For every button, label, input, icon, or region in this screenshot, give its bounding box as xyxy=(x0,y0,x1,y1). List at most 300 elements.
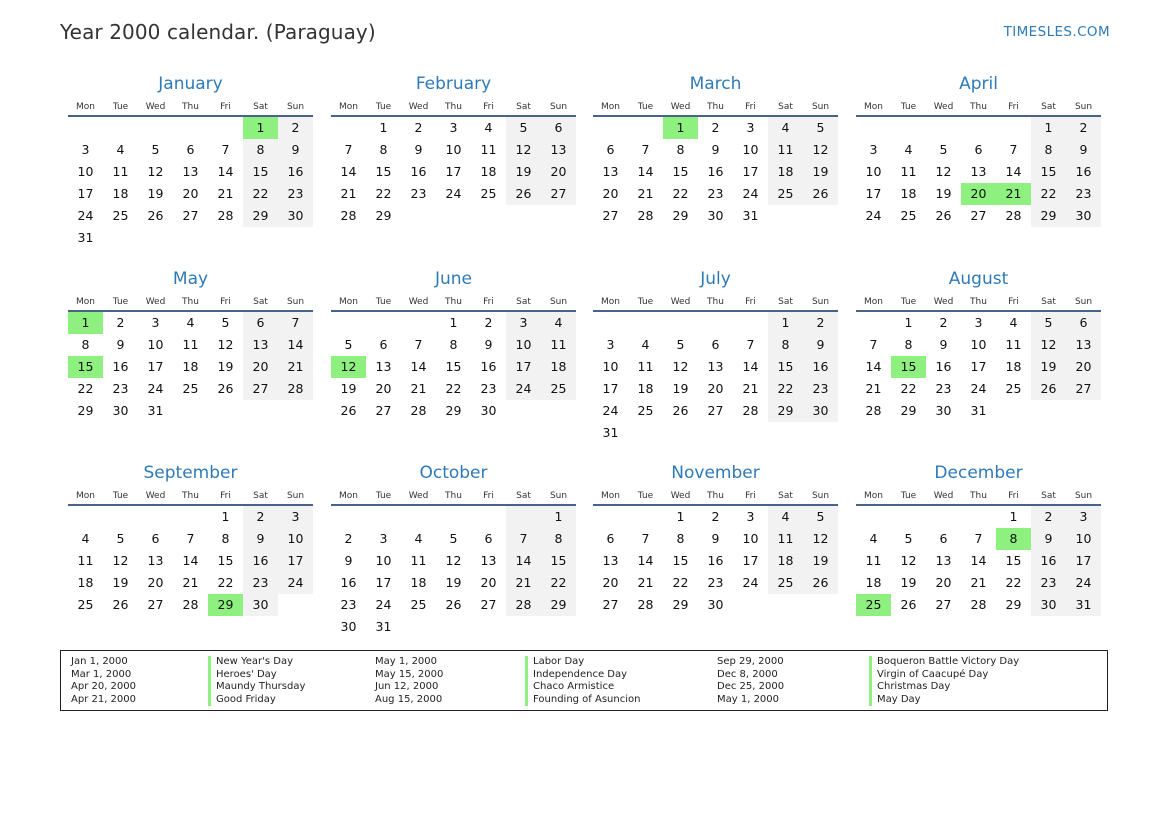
day-cell: 3 xyxy=(81,142,90,157)
day-cell: 27 xyxy=(602,208,619,223)
empty-day-cell xyxy=(768,422,803,444)
day-cell: 5 xyxy=(904,531,913,546)
day-cell: 10 xyxy=(970,337,987,352)
day-cell: 20 xyxy=(935,575,952,590)
day-cell: 4 xyxy=(186,315,195,330)
day-cell: 15 xyxy=(217,553,234,568)
day-cell: 17 xyxy=(375,575,392,590)
day-cell: 30 xyxy=(340,619,357,634)
day-cell: 24 xyxy=(147,381,164,396)
legend-date: May 1, 2000 xyxy=(375,656,438,667)
day-cell: 6 xyxy=(484,531,493,546)
day-cell: 9 xyxy=(278,139,313,161)
month-november xyxy=(593,462,838,616)
weekday-label: Thu xyxy=(445,297,462,307)
empty-day-cell xyxy=(541,616,576,638)
day-cell: 23 xyxy=(243,572,278,594)
empty-day-cell xyxy=(628,117,663,139)
day-cell: 6 xyxy=(541,117,576,139)
weekday-label: Wed xyxy=(145,297,166,307)
day-cell: 11 xyxy=(410,553,427,568)
weekday-label: Tue xyxy=(900,491,917,501)
day-cell: 24 xyxy=(1066,572,1101,594)
month-march xyxy=(593,73,838,227)
month-september xyxy=(68,462,313,616)
day-cell: 28 xyxy=(278,378,313,400)
day-cell: 10 xyxy=(742,531,759,546)
day-cell: 30 xyxy=(707,597,724,612)
holiday-day-cell: 1 xyxy=(68,312,103,334)
day-cell: 18 xyxy=(900,186,917,201)
day-cell: 24 xyxy=(970,381,987,396)
weekday-label: Sun xyxy=(286,491,305,501)
month-april xyxy=(856,73,1101,227)
weekday-label: Sun xyxy=(1074,102,1093,112)
month-title: December xyxy=(934,463,1023,483)
weekday-label: Sat xyxy=(778,297,793,307)
day-cell: 28 xyxy=(182,597,199,612)
day-cell: 3 xyxy=(974,315,983,330)
day-cell: 23 xyxy=(1031,572,1066,594)
day-cell: 9 xyxy=(243,528,278,550)
weekday-label: Mon xyxy=(864,491,883,501)
day-cell: 11 xyxy=(865,553,882,568)
weekday-header xyxy=(68,488,313,506)
day-cell: 26 xyxy=(506,183,541,205)
month-title: May xyxy=(172,269,209,289)
day-cell: 28 xyxy=(217,208,234,223)
day-cell: 4 xyxy=(81,531,90,546)
legend-holiday-name: Labor Day xyxy=(525,656,640,669)
day-cell: 18 xyxy=(77,575,94,590)
weekday-label: Wed xyxy=(670,297,691,307)
day-cell: 19 xyxy=(672,381,689,396)
day-cell: 16 xyxy=(278,161,313,183)
day-cell: 24 xyxy=(742,186,759,201)
day-cell: 22 xyxy=(541,572,576,594)
empty-day-cell xyxy=(173,117,208,139)
weekday-header xyxy=(593,488,838,506)
day-cell: 26 xyxy=(803,183,838,205)
day-cell: 7 xyxy=(641,142,650,157)
site-link[interactable]: TIMESLES.COM xyxy=(1003,24,1110,40)
day-cell: 16 xyxy=(707,164,724,179)
weekday-label: Thu xyxy=(707,491,724,501)
day-cell: 5 xyxy=(939,142,948,157)
weekday-label: Fri xyxy=(1008,491,1019,501)
day-cell: 8 xyxy=(541,528,576,550)
weekday-label: Mon xyxy=(864,102,883,112)
day-cell: 29 xyxy=(375,208,392,223)
day-cell: 29 xyxy=(672,597,689,612)
day-cell: 12 xyxy=(112,553,129,568)
empty-day-cell xyxy=(996,400,1031,422)
empty-day-cell xyxy=(138,117,173,139)
empty-day-cell xyxy=(436,616,471,638)
day-cell: 4 xyxy=(541,312,576,334)
empty-day-cell xyxy=(68,117,103,139)
day-cell: 28 xyxy=(1005,208,1022,223)
weekday-label: Sun xyxy=(549,491,568,501)
holiday-day-cell: 29 xyxy=(208,594,243,616)
day-cell: 27 xyxy=(541,183,576,205)
day-cell: 14 xyxy=(1005,164,1022,179)
month-title: March xyxy=(689,74,742,94)
day-cell: 20 xyxy=(707,381,724,396)
day-cell: 28 xyxy=(637,597,654,612)
empty-day-cell xyxy=(278,227,313,249)
empty-day-cell xyxy=(436,205,471,227)
day-cell: 25 xyxy=(182,381,199,396)
day-cell: 8 xyxy=(768,334,803,356)
empty-day-cell xyxy=(278,400,313,422)
day-cell: 9 xyxy=(344,553,353,568)
day-cell: 3 xyxy=(449,120,458,135)
weekday-label: Sat xyxy=(1041,102,1056,112)
month-title: February xyxy=(415,74,492,94)
month-may xyxy=(68,268,313,422)
day-cell: 31 xyxy=(970,403,987,418)
empty-day-cell xyxy=(243,227,278,249)
day-grid xyxy=(331,506,576,638)
holiday-day-cell: 25 xyxy=(856,594,891,616)
day-cell: 12 xyxy=(506,139,541,161)
weekday-label: Fri xyxy=(1008,102,1019,112)
weekday-label: Wed xyxy=(145,102,166,112)
day-cell: 4 xyxy=(904,142,913,157)
month-title: November xyxy=(671,463,760,483)
day-cell: 10 xyxy=(278,528,313,550)
day-cell: 19 xyxy=(803,550,838,572)
day-cell: 29 xyxy=(672,208,689,223)
day-cell: 18 xyxy=(182,359,199,374)
day-cell: 10 xyxy=(1066,528,1101,550)
day-cell: 13 xyxy=(707,359,724,374)
weekday-label: Wed xyxy=(670,491,691,501)
empty-day-cell xyxy=(401,205,436,227)
empty-day-cell xyxy=(366,312,401,334)
day-cell: 11 xyxy=(541,334,576,356)
weekday-label: Wed xyxy=(933,102,954,112)
day-cell: 13 xyxy=(541,139,576,161)
month-february xyxy=(331,73,576,227)
day-cell: 10 xyxy=(445,142,462,157)
day-cell: 17 xyxy=(970,359,987,374)
weekday-label: Sun xyxy=(811,297,830,307)
day-cell: 7 xyxy=(1009,142,1018,157)
legend-date: Dec 25, 2000 xyxy=(717,681,785,693)
day-cell: 28 xyxy=(970,597,987,612)
day-cell: 27 xyxy=(480,597,497,612)
weekday-label: Sat xyxy=(778,491,793,501)
day-cell: 1 xyxy=(449,315,458,330)
day-cell: 9 xyxy=(939,337,948,352)
day-cell: 3 xyxy=(606,337,615,352)
empty-day-cell xyxy=(803,594,838,616)
empty-day-cell xyxy=(278,594,313,616)
day-cell: 27 xyxy=(182,208,199,223)
day-cell: 12 xyxy=(803,528,838,550)
day-cell: 25 xyxy=(112,208,129,223)
legend-names-col-1 xyxy=(208,656,305,706)
day-cell: 18 xyxy=(410,575,427,590)
day-cell: 4 xyxy=(641,337,650,352)
holiday-day-cell: 1 xyxy=(243,117,278,139)
day-cell: 11 xyxy=(480,142,497,157)
day-cell: 8 xyxy=(449,337,458,352)
day-cell: 9 xyxy=(711,531,720,546)
day-cell: 31 xyxy=(147,403,164,418)
legend-holiday-name: Independence Day xyxy=(525,669,640,682)
day-cell: 21 xyxy=(340,186,357,201)
empty-day-cell xyxy=(208,227,243,249)
empty-day-cell xyxy=(663,312,698,334)
empty-day-cell xyxy=(856,312,891,334)
empty-day-cell xyxy=(541,400,576,422)
legend-holiday-name: Maundy Thursday xyxy=(208,681,305,694)
day-cell: 3 xyxy=(151,315,160,330)
weekday-label: Fri xyxy=(483,491,494,501)
weekday-label: Wed xyxy=(670,102,691,112)
day-cell: 6 xyxy=(186,142,195,157)
day-cell: 15 xyxy=(541,550,576,572)
empty-day-cell xyxy=(803,205,838,227)
weekday-label: Thu xyxy=(707,102,724,112)
day-cell: 22 xyxy=(243,183,278,205)
weekday-header xyxy=(68,294,313,312)
weekday-label: Fri xyxy=(745,297,756,307)
day-grid xyxy=(593,117,838,227)
day-cell: 12 xyxy=(217,337,234,352)
day-cell: 28 xyxy=(865,403,882,418)
day-cell: 23 xyxy=(1066,183,1101,205)
day-cell: 2 xyxy=(414,120,423,135)
day-cell: 24 xyxy=(278,572,313,594)
day-cell: 24 xyxy=(77,208,94,223)
day-cell: 23 xyxy=(480,381,497,396)
weekday-label: Wed xyxy=(408,491,429,501)
empty-day-cell xyxy=(471,205,506,227)
day-cell: 7 xyxy=(278,312,313,334)
day-cell: 18 xyxy=(112,186,129,201)
day-cell: 23 xyxy=(112,381,129,396)
day-cell: 7 xyxy=(221,142,230,157)
day-cell: 25 xyxy=(480,186,497,201)
day-cell: 20 xyxy=(375,381,392,396)
day-cell: 26 xyxy=(900,597,917,612)
day-cell: 18 xyxy=(768,550,803,572)
day-cell: 2 xyxy=(344,531,353,546)
empty-day-cell xyxy=(471,616,506,638)
weekday-label: Fri xyxy=(745,491,756,501)
day-cell: 13 xyxy=(147,553,164,568)
day-cell: 7 xyxy=(344,142,353,157)
day-cell: 22 xyxy=(1031,183,1066,205)
day-cell: 15 xyxy=(768,356,803,378)
day-cell: 4 xyxy=(768,117,803,139)
empty-day-cell xyxy=(436,506,471,528)
day-cell: 21 xyxy=(182,575,199,590)
day-cell: 13 xyxy=(1066,334,1101,356)
day-cell: 26 xyxy=(672,403,689,418)
day-cell: 15 xyxy=(243,161,278,183)
day-cell: 12 xyxy=(147,164,164,179)
day-cell: 14 xyxy=(865,359,882,374)
weekday-label: Sun xyxy=(286,102,305,112)
day-cell: 12 xyxy=(445,553,462,568)
weekday-label: Sat xyxy=(253,297,268,307)
day-cell: 9 xyxy=(484,337,493,352)
day-cell: 17 xyxy=(77,186,94,201)
day-cell: 16 xyxy=(243,550,278,572)
day-cell: 26 xyxy=(803,572,838,594)
weekday-label: Wed xyxy=(408,297,429,307)
day-cell: 19 xyxy=(935,186,952,201)
day-cell: 21 xyxy=(410,381,427,396)
day-cell: 10 xyxy=(77,164,94,179)
month-title: August xyxy=(948,269,1009,289)
day-cell: 24 xyxy=(506,378,541,400)
weekday-label: Wed xyxy=(933,297,954,307)
day-cell: 15 xyxy=(1031,161,1066,183)
empty-day-cell xyxy=(401,506,436,528)
day-cell: 14 xyxy=(182,553,199,568)
day-cell: 1 xyxy=(904,315,913,330)
empty-day-cell xyxy=(331,506,366,528)
day-cell: 6 xyxy=(606,142,615,157)
day-cell: 29 xyxy=(77,403,94,418)
day-cell: 6 xyxy=(243,312,278,334)
day-cell: 11 xyxy=(900,164,917,179)
day-cell: 18 xyxy=(480,164,497,179)
legend-date: Apr 21, 2000 xyxy=(71,693,137,705)
weekday-header xyxy=(331,488,576,506)
day-cell: 6 xyxy=(939,531,948,546)
day-cell: 14 xyxy=(410,359,427,374)
day-cell: 11 xyxy=(637,359,654,374)
weekday-label: Fri xyxy=(483,297,494,307)
day-cell: 17 xyxy=(147,359,164,374)
weekday-label: Sat xyxy=(516,102,531,112)
day-cell: 19 xyxy=(506,161,541,183)
weekday-header xyxy=(856,99,1101,117)
weekday-label: Wed xyxy=(933,491,954,501)
month-title: June xyxy=(434,269,473,289)
day-cell: 25 xyxy=(77,597,94,612)
legend-date: Apr 20, 2000 xyxy=(71,681,137,693)
day-cell: 21 xyxy=(278,356,313,378)
day-cell: 2 xyxy=(243,506,278,528)
weekday-header xyxy=(593,99,838,117)
weekday-label: Mon xyxy=(76,297,95,307)
month-title: January xyxy=(158,74,223,94)
day-cell: 6 xyxy=(974,142,983,157)
empty-day-cell xyxy=(663,422,698,444)
day-cell: 30 xyxy=(707,208,724,223)
empty-day-cell xyxy=(996,117,1031,139)
day-cell: 22 xyxy=(768,378,803,400)
weekday-header xyxy=(856,294,1101,312)
day-cell: 23 xyxy=(278,183,313,205)
empty-day-cell xyxy=(628,422,663,444)
day-cell: 8 xyxy=(676,531,685,546)
weekday-label: Tue xyxy=(900,102,917,112)
empty-day-cell xyxy=(803,422,838,444)
day-cell: 18 xyxy=(637,381,654,396)
day-grid xyxy=(331,117,576,227)
day-cell: 18 xyxy=(1005,359,1022,374)
day-cell: 26 xyxy=(217,381,234,396)
weekday-label: Tue xyxy=(375,297,392,307)
weekday-label: Mon xyxy=(76,102,95,112)
empty-day-cell xyxy=(891,117,926,139)
weekday-label: Sat xyxy=(1041,297,1056,307)
empty-day-cell xyxy=(593,312,628,334)
day-cell: 12 xyxy=(803,139,838,161)
legend-holiday-name: Christmas Day xyxy=(869,681,1019,694)
empty-day-cell xyxy=(506,205,541,227)
weekday-label: Thu xyxy=(970,102,987,112)
weekday-label: Mon xyxy=(76,491,95,501)
day-cell: 1 xyxy=(541,506,576,528)
day-cell: 19 xyxy=(340,381,357,396)
day-cell: 24 xyxy=(602,403,619,418)
legend-names-col-2 xyxy=(525,656,640,706)
day-cell: 7 xyxy=(746,337,755,352)
day-cell: 24 xyxy=(445,186,462,201)
holiday-day-cell: 1 xyxy=(663,117,698,139)
day-cell: 22 xyxy=(1005,575,1022,590)
day-grid xyxy=(593,506,838,616)
day-cell: 24 xyxy=(865,208,882,223)
legend-holiday-name: Founding of Asuncion xyxy=(525,694,640,707)
day-cell: 29 xyxy=(445,403,462,418)
day-cell: 17 xyxy=(742,164,759,179)
month-title: October xyxy=(419,463,488,483)
day-cell: 21 xyxy=(637,575,654,590)
day-cell: 5 xyxy=(449,531,458,546)
day-cell: 31 xyxy=(602,425,619,440)
day-cell: 3 xyxy=(1066,506,1101,528)
day-cell: 8 xyxy=(904,337,913,352)
day-cell: 5 xyxy=(676,337,685,352)
day-cell: 16 xyxy=(340,575,357,590)
legend-date: Jan 1, 2000 xyxy=(71,656,128,667)
day-cell: 6 xyxy=(151,531,160,546)
day-cell: 23 xyxy=(935,381,952,396)
day-cell: 10 xyxy=(506,334,541,356)
day-cell: 9 xyxy=(711,142,720,157)
empty-day-cell xyxy=(506,400,541,422)
weekday-label: Thu xyxy=(445,491,462,501)
day-cell: 8 xyxy=(243,139,278,161)
empty-day-cell xyxy=(628,312,663,334)
day-cell: 20 xyxy=(1066,356,1101,378)
day-cell: 2 xyxy=(1031,506,1066,528)
day-cell: 21 xyxy=(865,381,882,396)
day-cell: 11 xyxy=(768,139,803,161)
day-cell: 27 xyxy=(147,597,164,612)
day-cell: 8 xyxy=(1031,139,1066,161)
day-cell: 17 xyxy=(445,164,462,179)
weekday-label: Tue xyxy=(375,491,392,501)
day-cell: 9 xyxy=(1031,528,1066,550)
day-grid xyxy=(68,312,313,422)
day-cell: 26 xyxy=(935,208,952,223)
day-cell: 7 xyxy=(186,531,195,546)
weekday-label: Tue xyxy=(112,297,129,307)
month-title: July xyxy=(700,269,731,289)
